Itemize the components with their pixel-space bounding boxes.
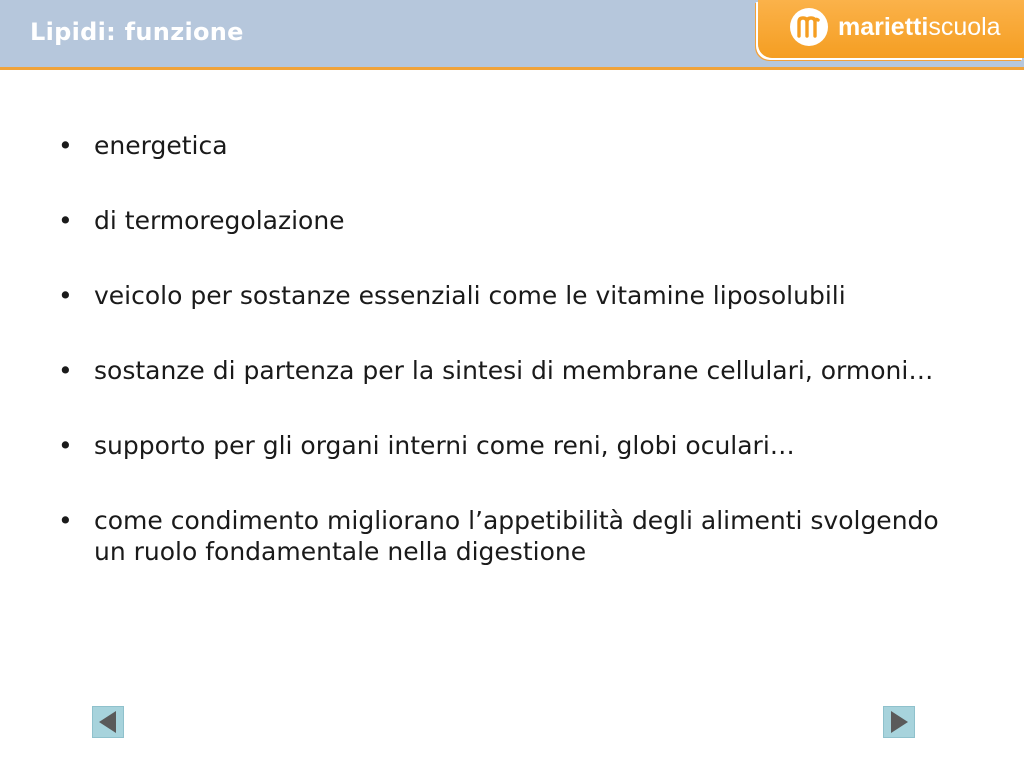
list-item-text: sostanze di partenza per la sintesi di membrane cellulari, ormoni… (94, 356, 934, 385)
list-item-text: come condimento migliorano l’appetibilità degli alimenti svolgendo un ruolo fondamentale nella digestione (94, 506, 939, 566)
logo-text-light: scuola (928, 13, 1001, 41)
list-item (56, 355, 976, 386)
bullet-list (56, 130, 976, 611)
list-item-text: di termoregolazione (94, 206, 345, 235)
marietti-m-logo-icon (790, 8, 828, 46)
list-item-text: supporto per gli organi interni come reni, globi oculari… (94, 431, 795, 460)
list-item (56, 205, 976, 236)
bullet-dot: • (58, 131, 73, 160)
bullet-dot: • (58, 431, 73, 460)
publisher-logo (758, 0, 1024, 58)
triangle-left-icon (93, 707, 123, 737)
logo-text-bold: marietti (838, 13, 929, 41)
logo-wordmark (838, 13, 1001, 42)
slide-title: Lipidi: funzione (30, 18, 244, 46)
bullet-dot: • (58, 506, 73, 535)
list-item (56, 505, 976, 567)
list-item-text: energetica (94, 131, 228, 160)
bullet-dot: • (58, 206, 73, 235)
list-item (56, 130, 976, 161)
list-item (56, 430, 976, 461)
next-slide-button[interactable] (883, 706, 915, 738)
bullet-dot: • (58, 356, 73, 385)
previous-slide-button[interactable] (92, 706, 124, 738)
slide-header (0, 0, 1024, 70)
list-item (56, 280, 976, 311)
bullet-dot: • (58, 281, 73, 310)
list-item-text: veicolo per sostanze essenziali come le vitamine liposolubili (94, 281, 846, 310)
triangle-right-icon (884, 707, 914, 737)
